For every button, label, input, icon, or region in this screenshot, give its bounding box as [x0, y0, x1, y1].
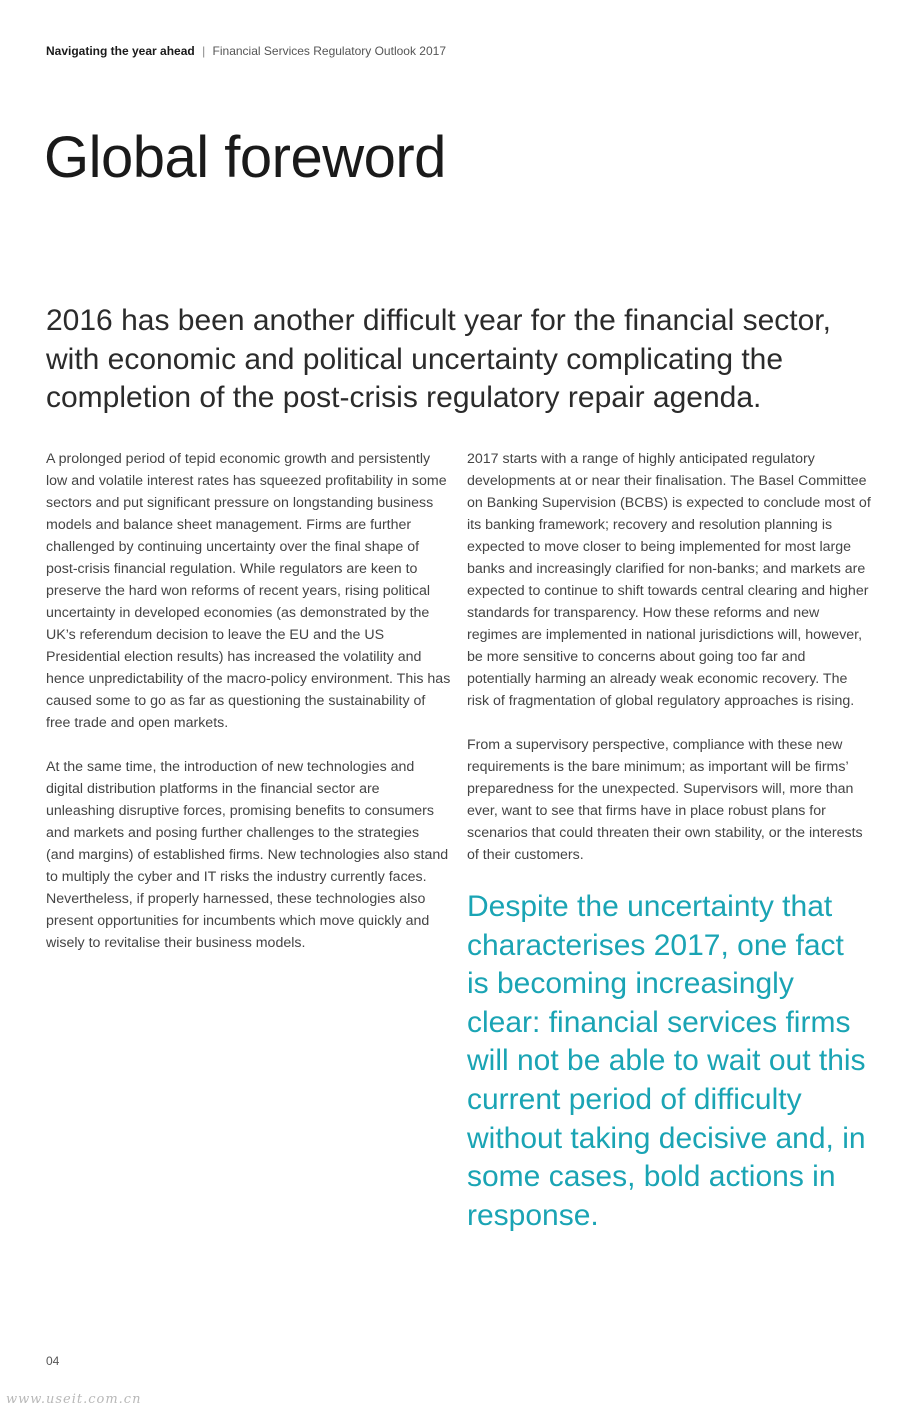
pull-quote: Despite the uncertainty that characterises 2017, one fact is becoming increasingly clear: financial services firms will not be able to wait out this current period of difficulty without taking decisive and, in some cases, bold actions in response.	[467, 890, 866, 1232]
page-title: Global foreword	[44, 125, 446, 190]
header-publication-title: Financial Services Regulatory Outlook 2017	[212, 44, 446, 58]
right-column	[467, 448, 872, 1235]
left-column	[46, 448, 451, 976]
body-paragraph: At the same time, the introduction of new technologies and digital distribution platforms in the financial sector are unleashing disruptive forces, promising benefits to consumers and markets and posing further challenges to the strategies (and margins) of established firms. New technologies also stand to multiply the cyber and IT risks the industry currently faces. Nevertheless, if properly harnessed, these technologies also present opportunities for incumbents which move quickly and wisely to revitalise their business models.	[46, 759, 449, 951]
watermark: www.useit.com.cn	[6, 1392, 142, 1407]
page-number: 04	[46, 1354, 60, 1368]
body-paragraph: A prolonged period of tepid economic growth and persistently low and volatile interest rates has squeezed profitability in some sectors and put significant pressure on longstanding business models and balance sheet management. Firms are further challenged by continuing uncertainty over the final shape of post-crisis financial regulation. While regulators are keen to preserve the hard won reforms of recent years, rising political uncertainty in developed economies (as demonstrated by the UK’s referendum decision to leave the EU and the US Presidential election results) has increased the volatility and hence unpredictability of the macro-policy environment. This has caused some to go as far as questioning the sustainability of free trade and open markets.	[46, 451, 451, 731]
body-paragraph: From a supervisory perspective, compliance with these new requirements is the bare minimum; as important will be firms’ preparedness for the unexpected. Supervisors will, more than ever, want to see that firms have in place robust plans for scenarios that could threaten their own stability, or the interests of their customers.	[467, 737, 863, 863]
body-paragraph: 2017 starts with a range of highly anticipated regulatory developments at or near their finalisation. The Basel Committee on Banking Supervision (BCBS) is expected to conclude most of its banking framework; recovery and resolution planning is expected to move closer to being implemented for most large banks and increasingly clarified for non-banks; and markets are expected to continue to shift towards central clearing and higher standards for transparency. How these reforms and new regimes are implemented in national jurisdictions will, however, be more sensitive to concerns about going too far and potentially harming an already weak economic recovery. The risk of fragmentation of global regulatory approaches is rising.	[467, 451, 871, 709]
header-separator: |	[202, 44, 206, 58]
running-header	[46, 44, 446, 58]
header-section-title: Navigating the year ahead	[46, 44, 195, 58]
intro-statement: 2016 has been another difficult year for the financial sector, with economic and political uncertainty complicating the completion of the post-crisis regulatory repair agenda.	[46, 304, 831, 414]
